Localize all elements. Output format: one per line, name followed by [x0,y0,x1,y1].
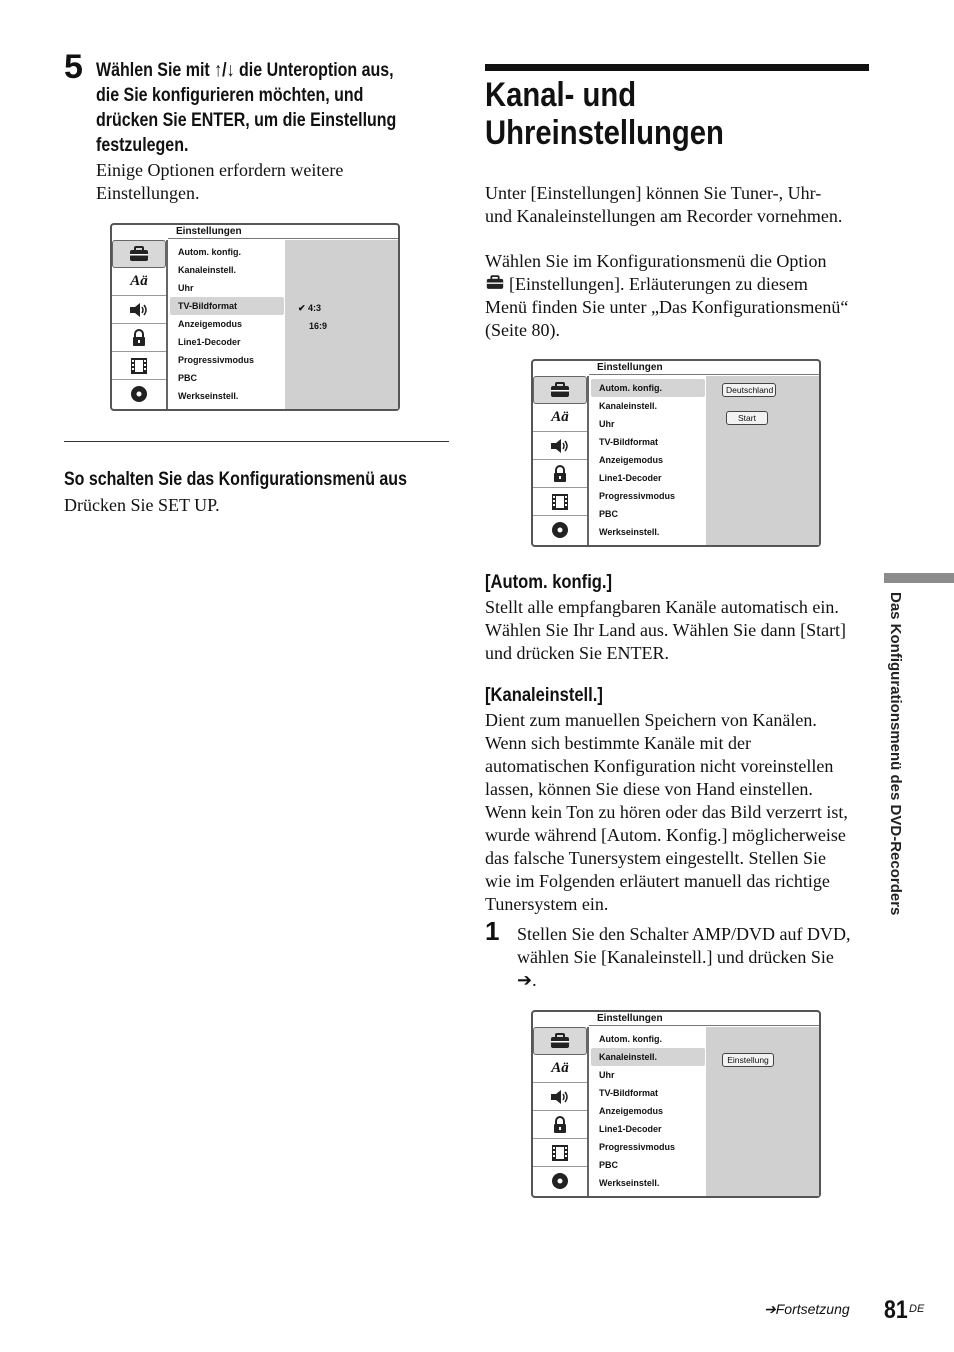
divider [587,376,589,545]
lock-icon [112,324,166,352]
autom-heading: [Autom. konfig.] [485,571,613,593]
title-line: Uhreinstellungen [485,114,724,152]
kanal-paragraph [485,709,848,916]
toolbox-icon [533,1027,587,1055]
setting-button[interactable]: Einstellung [722,1053,774,1067]
option-4-3-checked[interactable]: ✔ 4:3 [298,303,322,313]
speaker-icon [112,296,166,324]
body-line: und drücken Sie ENTER. [485,643,669,663]
autom-paragraph [485,596,846,665]
heading-line: drücken Sie ENTER, um die Einstellung [96,109,397,131]
menu-item[interactable]: Progressivmodus [599,1142,676,1152]
section-body: Drücken Sie SET UP. [64,495,220,515]
menu-item[interactable]: Line1-Decoder [599,473,662,483]
body-line: ➔. [517,970,537,990]
settings-menu-screenshot-3 [531,1010,821,1198]
settings-paragraph [485,250,875,342]
menu-item[interactable]: Autom. konfig. [178,247,241,257]
menu-item-list [170,243,284,405]
toolbox-icon [112,240,166,268]
menu-item[interactable]: Anzeigemodus [178,319,243,329]
page-number: 81 [884,1296,908,1324]
body-line: wie im Folgenden erläutert manuell das richtige [485,871,830,891]
menu-icon-column [533,1027,587,1196]
menu-item[interactable]: Line1-Decoder [178,337,241,347]
body-line: Einstellungen. [96,183,200,203]
language-code: DE [909,1303,925,1315]
menu-item[interactable]: Uhr [599,1070,615,1080]
body-line: Wenn kein Ton zu hören oder das Bild verzerrt ist, [485,802,848,822]
menu-item[interactable]: Progressivmodus [178,355,255,365]
step1-text [517,923,850,992]
menu-title: Einstellungen [597,362,663,373]
film-icon [533,1139,587,1167]
body-line: Wählen Sie Ihr Land aus. Wählen Sie dann [Start] [485,620,847,640]
heading-line: festzulegen. [96,134,189,156]
body-line: und Kanaleinstellungen am Recorder vornehmen. [485,206,843,226]
options-panel [285,240,398,409]
menu-item[interactable]: PBC [599,509,619,519]
film-icon [533,488,587,516]
menu-title: Einstellungen [176,226,242,237]
body-line: [Einstellungen]. Erläuterungen zu diesem [509,274,808,294]
body-line: Wenn sich bestimmte Kanäle mit der [485,733,751,753]
start-button[interactable]: Start [726,411,768,425]
side-tab-marker [884,573,954,583]
settings-menu-screenshot-2 [531,359,821,547]
menu-icon-column [533,376,587,545]
step5-heading [96,58,449,158]
body-line: Stellen Sie den Schalter AMP/DVD auf DVD, [517,924,851,944]
film-icon [112,352,166,380]
menu-item[interactable]: Line1-Decoder [599,1124,662,1134]
kanal-heading: [Kanaleinstell.] [485,684,603,706]
menu-item[interactable]: TV-Bildformat [599,1088,659,1098]
heading-line: Wählen Sie mit ↑/↓ die Unteroption aus, [96,59,394,81]
menu-item-selected[interactable]: TV-Bildformat [170,297,284,315]
divider [589,374,819,375]
country-button[interactable]: Deutschland [722,383,776,397]
options-panel [706,1027,819,1196]
body-line: Wählen Sie im Konfigurationsmenü die Option [485,251,827,271]
page-title [485,76,855,152]
speaker-icon [533,432,587,460]
body-line: Unter [Einstellungen] können Sie Tuner-, Uhr- [485,183,822,203]
language-icon: Aä [533,404,587,432]
menu-item[interactable]: Kanaleinstell. [178,265,237,275]
disc-icon [112,380,166,408]
toolbox-icon [533,376,587,404]
menu-item[interactable]: Werkseinstell. [599,527,660,537]
title-line: Kanal- und [485,76,637,114]
lock-icon [533,460,587,488]
body-line: wählen Sie [Kanaleinstell.] und drücken Sie [517,947,834,967]
step5-body [96,159,343,205]
menu-item[interactable]: Autom. konfig. [599,1034,662,1044]
step-number-1: 1 [485,916,500,946]
body-line: wurde während [Autom. Konfig.] möglicherweise [485,825,846,845]
body-line: (Seite 80). [485,320,560,340]
section-heading: So schalten Sie das Konfigurationsmenü aus [64,468,407,490]
lock-icon [533,1111,587,1139]
menu-item[interactable]: TV-Bildformat [599,437,659,447]
menu-item[interactable]: PBC [599,1160,619,1170]
menu-item[interactable]: Uhr [599,419,615,429]
menu-item[interactable]: Anzeigemodus [599,455,664,465]
continued-label: ➔Fortsetzung [764,1301,850,1317]
disc-icon [533,516,587,544]
menu-item[interactable]: Kanaleinstell. [599,401,658,411]
speaker-icon [533,1083,587,1111]
menu-icon-column [112,240,166,409]
menu-item[interactable]: Anzeigemodus [599,1106,664,1116]
disc-icon [533,1167,587,1195]
heading-line: die Sie konfigurieren möchten, und [96,84,364,106]
menu-item-selected[interactable]: Kanaleinstell. [591,1048,705,1066]
body-line: Stellt alle empfangbaren Kanäle automatisch ein. [485,597,839,617]
body-line: das falsche Tunersystem eingestellt. Stellen Sie [485,848,826,868]
divider [587,1027,589,1196]
menu-title: Einstellungen [597,1013,663,1024]
side-tab-label: Das Konfigurationsmenü des DVD-Recorders [887,592,904,916]
divider [166,240,168,409]
option-16-9[interactable]: 16:9 [309,321,328,331]
body-line: Dient zum manuellen Speichern von Kanälen. [485,710,817,730]
body-line: automatischen Konfiguration nicht voreinstellen [485,756,834,776]
body-line-with-icon [485,273,875,296]
step-number-5: 5 [64,48,83,86]
intro-paragraph [485,182,842,228]
toolbox-icon [485,273,509,296]
body-line: lassen, können Sie diese von Hand einstellen. [485,779,813,799]
options-panel [706,376,819,545]
settings-menu-screenshot-1 [110,223,400,411]
divider [168,238,398,239]
body-line: Tunersystem ein. [485,894,609,914]
body-line: Menü finden Sie unter „Das Konfigurationsmenü“ [485,297,849,317]
menu-item[interactable]: Progressivmodus [599,491,676,501]
menu-item[interactable]: Uhr [178,283,194,293]
title-rule [485,64,869,71]
menu-item-selected[interactable]: Autom. konfig. [591,379,705,397]
language-icon: Aä [533,1055,587,1083]
menu-item-list [591,1030,705,1192]
divider [589,1025,819,1026]
menu-item[interactable]: Werkseinstell. [599,1178,660,1188]
body-line: Einige Optionen erfordern weitere [96,160,344,180]
language-icon: Aä [112,268,166,296]
menu-item[interactable]: Werkseinstell. [178,391,239,401]
menu-item[interactable]: PBC [178,373,198,383]
menu-item-list [591,379,705,541]
section-divider [64,441,449,442]
